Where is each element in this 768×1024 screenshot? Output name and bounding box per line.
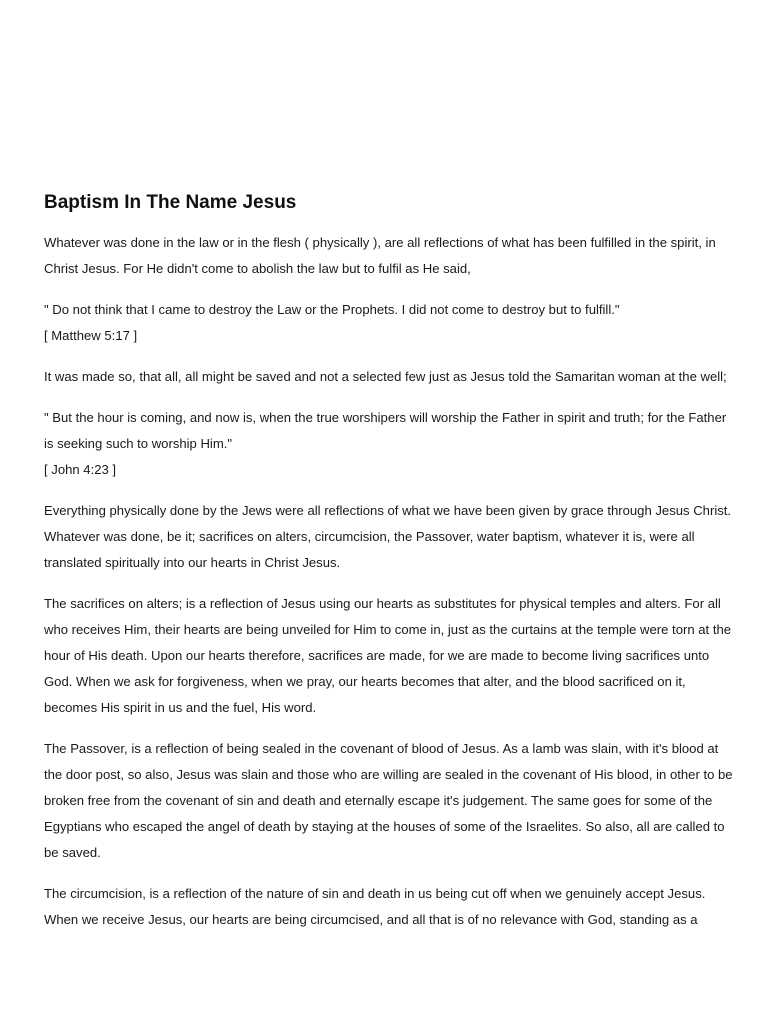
quote-block-john [44,405,734,483]
scripture-reference: [ Matthew 5:17 ] [44,328,138,343]
scripture-quote: " Do not think that I came to destroy the Law or the Prophets. I did not come to destroy but to fulfill." [44,302,620,317]
paragraph-intro: Whatever was done in the law or in the flesh ( physically ), are all reflections of what has been fulfilled in the spirit, in Christ Jesus. For He didn't come to abolish the law but to fulfil as He said, [44,235,716,276]
quote-block-matthew [44,297,734,349]
paragraph-circumcision: The circumcision, is a reflection of the nature of sin and death in us being cut off when we genuinely accept Jesus. When we receive Jesus, our hearts are being circumcised, and all that is of no relevance with God, standing as a [44,886,706,927]
article-title: Baptism In The Name Jesus [44,192,297,213]
article [44,190,734,948]
paragraph-sacrifices: The sacrifices on alters; is a reflection of Jesus using our hearts as substitutes for physical temples and alters. For all who receives Him, their hearts are being unveiled for Him to come in, just as the curtains at the temple were torn at the hour of His death. Upon our hearts therefore, sacrifices are made, for we are made to become living sacrifices unto God. When we ask for forgiveness, when we pray, our hearts becomes that alter, and the blood sacrificed on it, becomes His spirit in us and the fuel, His word. [44,596,732,715]
paragraph-passover: The Passover, is a reflection of being sealed in the covenant of blood of Jesus. As a lamb was slain, with it's blood at the door post, so also, Jesus was slain and those who are willing are sealed in the covenant of His blood, in other to be broken free from the covenant of sin and death and eternally escape it's judgement. The same goes for some of the Egyptians who escaped the angel of death by staying at the houses of some of the Israelites. So also, all are called to be saved. [44,741,733,860]
scripture-quote: " But the hour is coming, and now is, when the true worshipers will worship the Father in spirit and truth; for the Father is seeking such to worship Him." [44,410,727,451]
scripture-reference: [ John 4:23 ] [44,462,117,477]
paragraph-samaritan: It was made so, that all, all might be saved and not a selected few just as Jesus told the Samaritan woman at the well; [44,369,727,384]
paragraph-reflections: Everything physically done by the Jews were all reflections of what we have been given by grace through Jesus Christ. Whatever was done, be it; sacrifices on alters, circumcision, the Passover, water baptism, whatever it is, were all translated spiritually into our hearts in Christ Jesus. [44,503,732,570]
